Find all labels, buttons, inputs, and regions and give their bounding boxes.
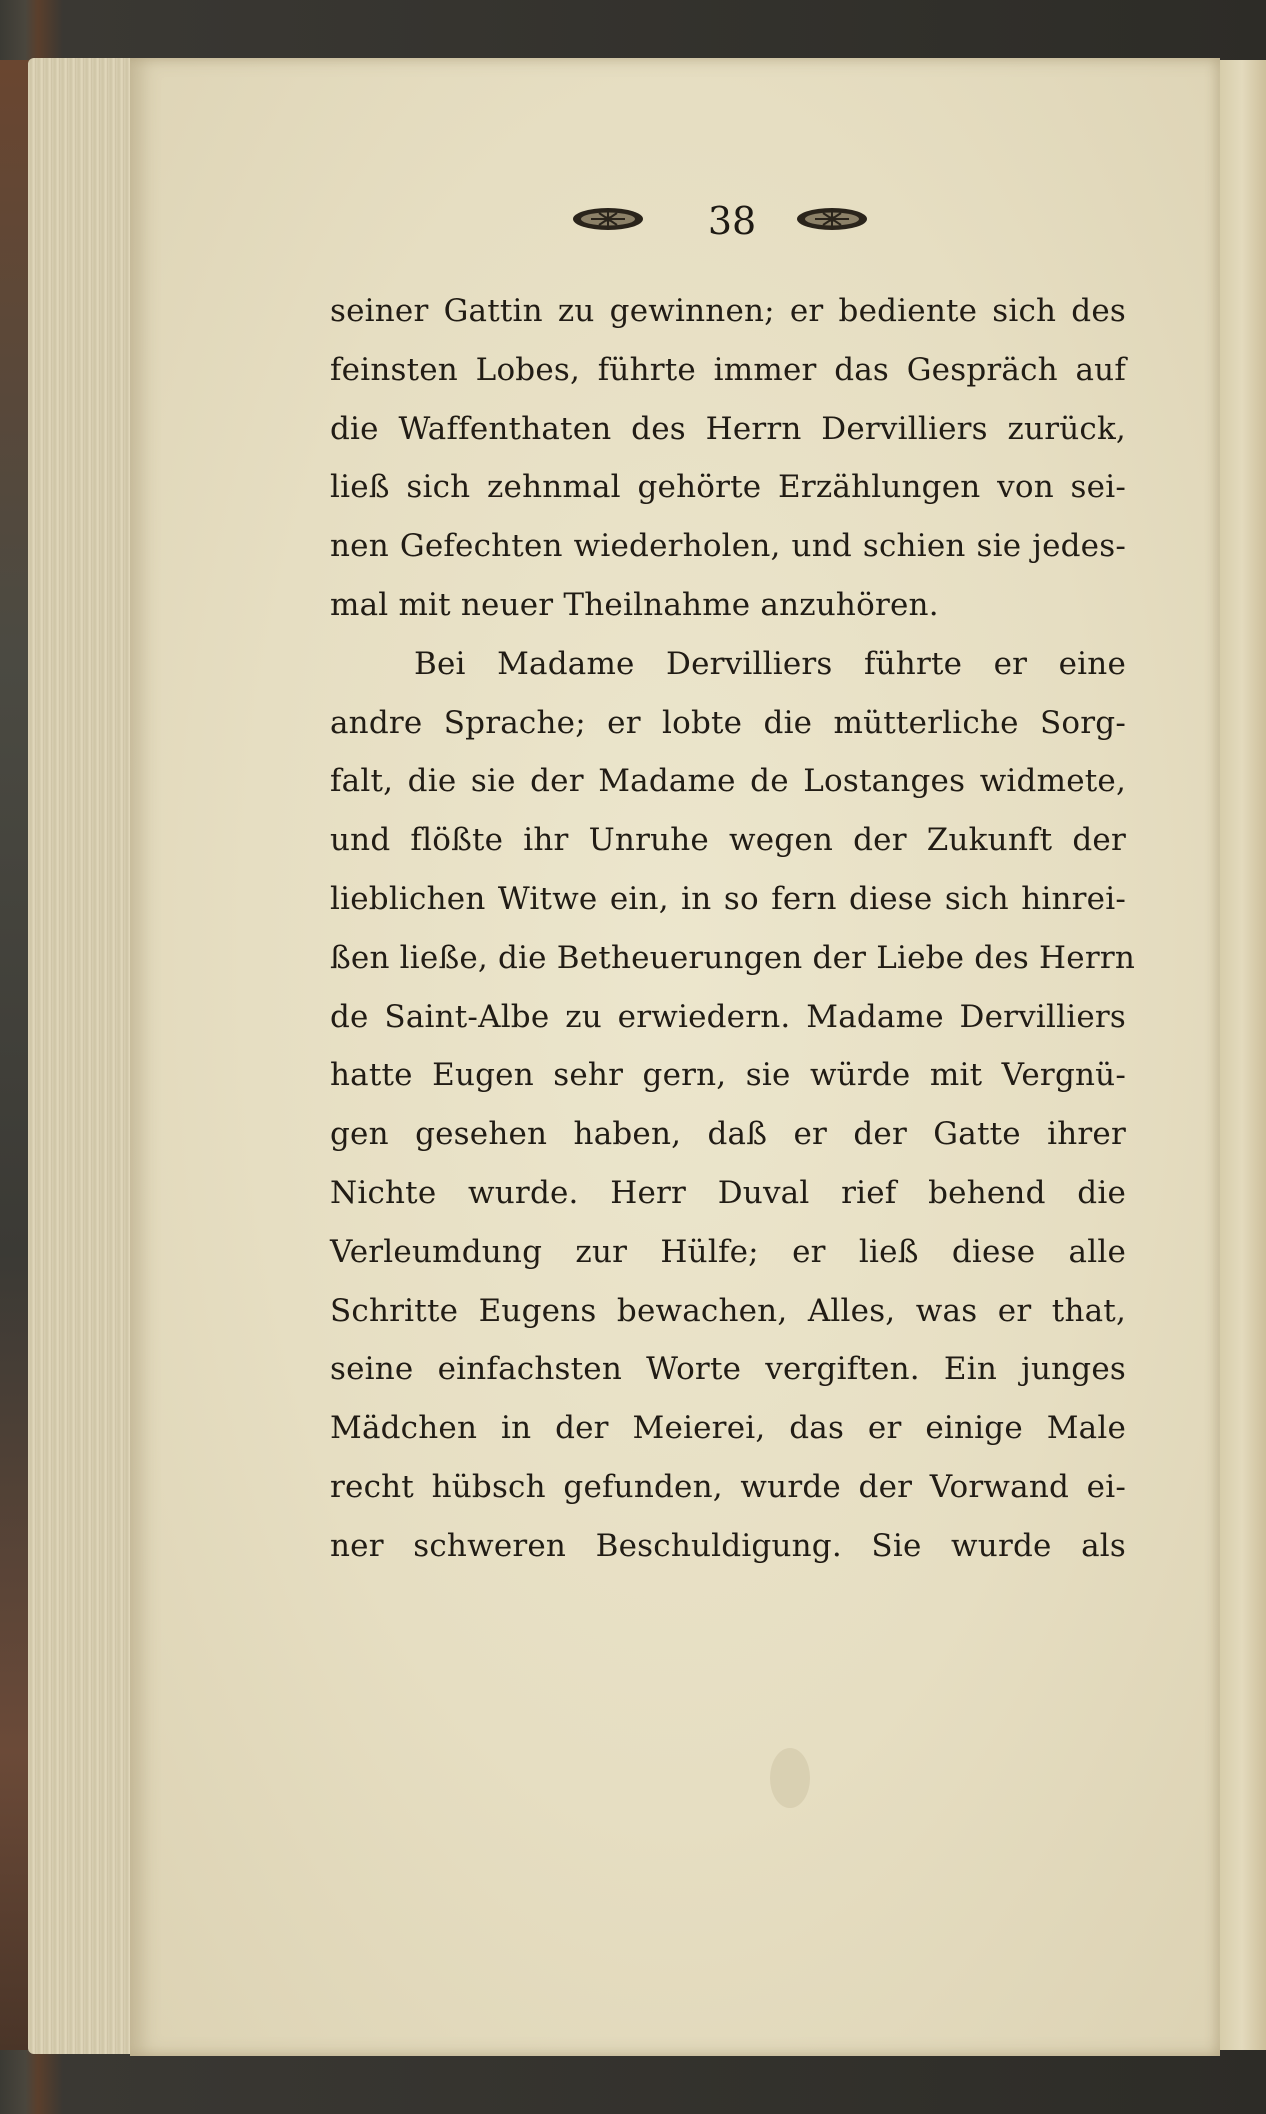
text-line: falt, die sie der Madame de Lostanges widmete,	[330, 763, 1126, 800]
paragraph-2	[330, 635, 1136, 1576]
text-line: Bei Madame Dervilliers führte er eine	[414, 645, 1126, 682]
text-line: seiner Gattin zu gewinnen; er bediente sich des	[330, 293, 1126, 329]
page-edges	[28, 58, 138, 2054]
text-line: recht hübsch gefunden, wurde der Vorwand ei-	[330, 1468, 1126, 1505]
text-line: Verleumdung zur Hülfe; er ließ diese alle	[330, 1233, 1126, 1270]
body-text	[330, 282, 1136, 1576]
text-line: Schritte Eugens bewachen, Alles, was er that,	[330, 1292, 1126, 1329]
text-line: ner schweren Beschuldigung. Sie wurde als	[330, 1527, 1126, 1564]
text-line: und flößte ihr Unruhe wegen der Zukunft der	[330, 822, 1126, 859]
page-header	[0, 196, 1266, 256]
facing-page-edge	[1218, 60, 1266, 2050]
text-line: gen gesehen haben, daß er der Gatte ihrer	[330, 1116, 1126, 1153]
ornament-right-icon	[795, 206, 869, 232]
text-line: ßen ließe, die Betheuerungen der Liebe des Herrn	[330, 939, 1136, 976]
text-line: nen Gefechten wiederholen, und schien sie jedes-	[330, 528, 1126, 565]
text-line: de Saint-Albe zu erwiedern. Madame Dervilliers	[330, 998, 1126, 1035]
ornament-left-icon	[571, 206, 645, 232]
text-line: andre Sprache; er lobte die mütterliche Sorg-	[330, 704, 1126, 741]
text-line: lieblichen Witwe ein, in so fern diese sich hinrei-	[330, 880, 1126, 917]
text-line: mal mit neuer Theilnahme anzuhören.	[330, 586, 939, 623]
text-line: seine einfachsten Worte vergiften. Ein junges	[330, 1351, 1126, 1388]
text-line: ließ sich zehnmal gehörte Erzählungen von sei-	[330, 469, 1126, 506]
paper-stain	[770, 1748, 810, 1808]
paragraph-1	[330, 282, 1126, 635]
text-line: Nichte wurde. Herr Duval rief behend die	[330, 1174, 1126, 1211]
text-line: Mädchen in der Meierei, das er einige Male	[330, 1410, 1126, 1447]
page-number: 38	[707, 199, 757, 243]
text-line: die Waffenthaten des Herrn Dervilliers zurück,	[330, 410, 1126, 447]
text-line: feinsten Lobes, führte immer das Gespräch auf	[330, 351, 1126, 388]
text-line: hatte Eugen sehr gern, sie würde mit Vergnü-	[330, 1057, 1126, 1094]
